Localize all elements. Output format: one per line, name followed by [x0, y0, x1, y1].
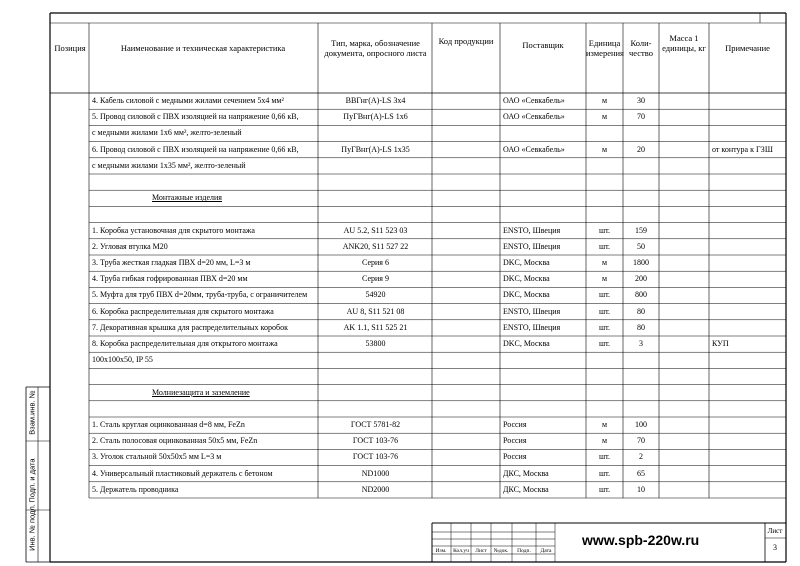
cell-qty: 80 — [637, 322, 645, 332]
cell-unit: шт. — [598, 322, 611, 332]
tb-label-kolich: Кол.уч — [453, 548, 469, 554]
cell-name: 100х100х50, IP 55 — [92, 355, 153, 365]
cell-supplier: ENSTO, Швеция — [503, 322, 561, 332]
cell-name: 6. Провод силовой с ПВХ изоляцией на напряжение 0,66 кВ, — [92, 144, 299, 154]
cell-note — [712, 449, 786, 465]
cell-type: ANK20, S11 527 22 — [342, 241, 409, 251]
cell-name — [92, 206, 318, 222]
cell-note — [712, 158, 786, 174]
cell-unit — [586, 125, 623, 141]
cell-qty: 2 — [639, 452, 643, 462]
cell-note — [712, 482, 786, 498]
cell-note — [712, 304, 786, 320]
cell-supplier — [503, 352, 586, 368]
cell-note — [712, 223, 786, 239]
cell-type: AU 8, S11 521 08 — [346, 306, 405, 316]
cell-name: 4. Труба гибкая гофрированная ПВХ d=20 мм — [92, 274, 248, 284]
cell-unit: шт. — [598, 225, 611, 235]
cell-unit: м — [601, 144, 608, 154]
cell-qty — [624, 174, 658, 190]
cell-name — [92, 368, 318, 384]
cell-type: Серия 6 — [362, 258, 389, 267]
cell-supplier — [503, 125, 586, 141]
cell-supplier — [503, 385, 586, 401]
cell-note: КУП — [712, 339, 729, 348]
cell-unit — [586, 368, 623, 384]
cell-note — [712, 93, 786, 109]
col-header-position: Позиция — [54, 43, 86, 53]
cell-unit: шт. — [598, 484, 611, 494]
cell-supplier — [503, 190, 586, 206]
cell-note — [712, 271, 786, 287]
col-header-qty: Коли-чество — [629, 38, 653, 58]
cell-unit — [586, 385, 623, 401]
cell-type — [319, 190, 432, 206]
cell-qty — [624, 352, 658, 368]
cell-unit: м — [601, 420, 608, 429]
cell-type: 54920 — [365, 290, 386, 300]
cell-note — [712, 401, 786, 417]
col-header-code: Код продукции — [438, 36, 494, 46]
tb-label-izm: Изм. — [435, 548, 447, 554]
sheet-number: 3 — [773, 543, 777, 552]
cell-type — [319, 125, 432, 141]
cell-type: ПуГВнг(А)-LS 1х6 — [343, 112, 408, 122]
col-header-unit: Единица измерения — [586, 38, 624, 58]
cell-unit — [586, 174, 623, 190]
cell-qty: 159 — [635, 225, 647, 235]
cell-type — [319, 352, 432, 368]
cell-qty: 10 — [637, 484, 645, 494]
cell-qty: 30 — [637, 96, 645, 105]
cell-note — [712, 368, 786, 384]
cell-supplier: ОАО «Севкабель» — [503, 96, 565, 105]
cell-type: ГОСТ 5781-82 — [350, 420, 401, 429]
cell-unit: шт. — [598, 290, 611, 300]
cell-type: ГОСТ 103-76 — [352, 452, 399, 462]
cell-type — [319, 174, 432, 190]
cell-name: 5. Провод силовой с ПВХ изоляцией на напряжение 0,66 кВ, — [92, 112, 299, 122]
cell-supplier — [503, 206, 586, 222]
cell-name: 3. Уголок стальной 50х50х5 мм L=3 м — [92, 452, 222, 462]
cell-qty — [624, 401, 658, 417]
cell-name: 8. Коробка распределительная для открытого монтажа — [92, 339, 278, 348]
cell-qty: 65 — [637, 468, 645, 478]
tb-label-doc: №док. — [493, 548, 509, 554]
cell-note — [712, 352, 786, 368]
cell-name: 1. Сталь круглая оцинкованная d=8 мм, FeZn — [92, 420, 245, 429]
cell-note — [712, 174, 786, 190]
cell-supplier — [503, 401, 586, 417]
cell-unit — [586, 206, 623, 222]
cell-note — [712, 287, 786, 303]
cell-qty: 800 — [635, 290, 647, 300]
cell-supplier — [503, 368, 586, 384]
cell-type — [319, 368, 432, 384]
cell-note — [712, 206, 786, 222]
cell-name: 7. Декоративная крышка для распределительных коробок — [92, 322, 288, 332]
cell-qty — [624, 368, 658, 384]
cell-qty — [624, 190, 658, 206]
cell-qty: 20 — [637, 144, 645, 154]
cell-type — [319, 158, 432, 174]
cell-unit: м — [601, 436, 608, 446]
cell-supplier: Россия — [503, 436, 527, 446]
cell-unit — [586, 190, 623, 206]
site-watermark: www.spb-220w.ru — [582, 532, 700, 548]
cell-qty — [624, 158, 658, 174]
cell-unit: шт. — [598, 306, 611, 316]
cell-type: ГОСТ 103-76 — [352, 436, 399, 446]
col-header-name: Наименование и техническая характеристика — [120, 43, 286, 53]
cell-unit: шт. — [598, 241, 611, 251]
cell-type — [319, 385, 432, 401]
cell-note — [712, 109, 786, 125]
cell-qty: 70 — [637, 436, 645, 446]
cell-name: 4. Кабель силовой с медными жилами сечением 5х4 мм² — [92, 96, 284, 105]
col-header-mass: Масса 1 единицы, кг — [662, 33, 706, 53]
cell-note — [712, 417, 786, 433]
cell-supplier: Россия — [503, 420, 527, 429]
cell-name — [92, 401, 318, 417]
cell-type: AK 1.1, S11 525 21 — [343, 322, 408, 332]
tb-label-sign: Подп. — [517, 548, 531, 554]
cell-note: от контура к ГЗШ — [712, 144, 773, 154]
cell-type: 53800 — [365, 339, 386, 348]
cell-type — [319, 206, 432, 222]
cell-unit — [586, 158, 623, 174]
cell-supplier: Россия — [503, 452, 527, 462]
cell-unit — [586, 401, 623, 417]
cell-supplier: DKC, Москва — [503, 339, 550, 348]
tb-label-list: Лист — [475, 548, 487, 554]
cell-supplier — [503, 158, 586, 174]
cell-unit: шт. — [598, 468, 611, 478]
cell-type — [319, 401, 432, 417]
cell-unit: м — [601, 274, 608, 284]
cell-qty — [624, 125, 658, 141]
side-label-orig-inv: Инв. № подл. — [27, 504, 37, 551]
cell-type: ND2000 — [361, 484, 390, 494]
cell-name — [92, 174, 318, 190]
cell-name: 4. Универсальный пластиковый держатель с бетоном — [92, 468, 273, 478]
col-header-type: Тип, марка, обозначение документа, опросного листа — [324, 38, 427, 58]
cell-supplier — [503, 174, 586, 190]
col-header-supplier: Поставщик — [522, 40, 564, 50]
cell-note — [712, 239, 786, 255]
cell-note — [712, 320, 786, 336]
cell-qty — [624, 385, 658, 401]
cell-supplier: ДКС, Москва — [503, 484, 549, 494]
cell-qty: 50 — [637, 241, 645, 251]
cell-qty — [624, 206, 658, 222]
cell-supplier: ОАО «Севкабель» — [503, 144, 565, 154]
cell-qty: 3 — [639, 339, 643, 348]
tb-label-date: Дата — [540, 548, 552, 554]
cell-type: ND1000 — [361, 468, 390, 478]
cell-qty: 200 — [635, 274, 647, 284]
cell-qty: 70 — [637, 112, 645, 122]
cell-note — [712, 255, 786, 271]
cell-supplier: ENSTO, Швеция — [503, 241, 561, 251]
cell-unit: м — [601, 96, 608, 105]
cell-name: Молниезащита и заземление — [152, 387, 250, 397]
cell-note — [712, 385, 786, 401]
cell-unit — [586, 352, 623, 368]
cell-unit: шт. — [598, 452, 611, 462]
cell-note — [712, 190, 786, 206]
cell-unit: шт. — [598, 339, 611, 348]
cell-name: 3. Труба жесткая гладкая ПВХ d=20 мм, L=3 м — [92, 258, 251, 267]
cell-name: 2. Сталь полосовая оцинкованная 50х5 мм, FeZn — [92, 436, 258, 446]
cell-unit: м — [601, 258, 608, 267]
cell-supplier: DKC, Москва — [503, 258, 550, 267]
cell-qty: 1800 — [633, 258, 649, 267]
cell-note — [712, 466, 786, 482]
sheet-label: Лист — [767, 527, 783, 535]
cell-supplier: ДКС, Москва — [503, 468, 549, 478]
cell-supplier: DKC, Москва — [503, 274, 550, 284]
cell-type: Серия 9 — [362, 274, 389, 284]
cell-name: 5. Муфта для труб ПВХ d=20мм, труба-труба, с ограничителем — [92, 290, 308, 300]
cell-qty: 100 — [635, 420, 647, 429]
cell-name: с медными жилами 1х35 мм², желто-зеленый — [92, 160, 246, 170]
cell-supplier: ОАО «Севкабель» — [503, 112, 565, 122]
cell-unit: м — [601, 112, 608, 122]
cell-supplier: ENSTO, Швеция — [503, 306, 561, 316]
cell-name: Монтажные изделия — [152, 193, 222, 203]
cell-type: AU 5.2, S11 523 03 — [343, 225, 408, 235]
side-label-sign-date: Подп. и дата — [27, 458, 37, 503]
cell-qty: 80 — [637, 306, 645, 316]
cell-name: 6. Коробка распределительная для скрытого монтажа — [92, 306, 274, 316]
cell-note — [712, 433, 786, 449]
col-header-note: Примечание — [725, 43, 770, 53]
cell-name: 1. Коробка установочная для скрытого монтажа — [92, 225, 255, 235]
cell-name: 2. Угловая втулка М20 — [92, 241, 168, 251]
cell-type: ВВГнг(А)-LS 3х4 — [345, 96, 406, 105]
cell-name: 5. Держатель проводника — [92, 484, 179, 494]
side-label-replace-inv: Взам.инв. № — [27, 390, 37, 435]
cell-type: ПуГВнг(А)-LS 1х35 — [341, 144, 410, 154]
cell-note — [712, 125, 786, 141]
cell-supplier: DKC, Москва — [503, 290, 550, 300]
cell-supplier: ENSTO, Швеция — [503, 225, 561, 235]
cell-name: с медными жилами 1х6 мм², желто-зеленый — [92, 128, 242, 138]
